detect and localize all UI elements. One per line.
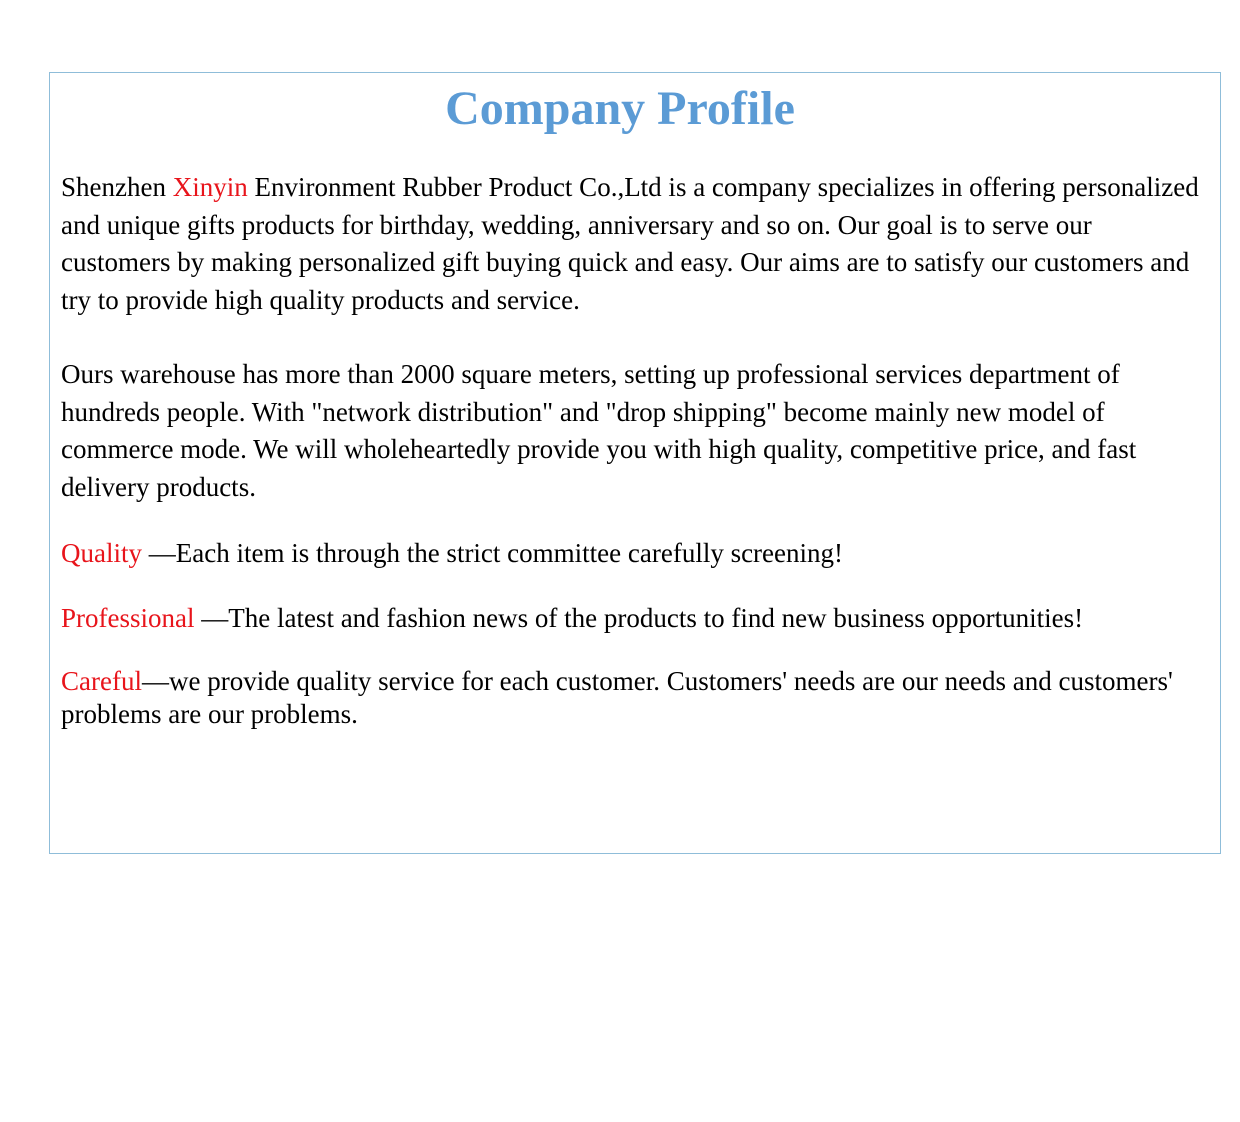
feature-keyword: Careful (61, 666, 142, 696)
feature-text: —Each item is through the strict committee carefully screening! (142, 538, 844, 568)
warehouse-paragraph: Ours warehouse has more than 2000 square meters, setting up professional services department of hundreds people. With "network distribution" and "drop shipping" become mainly new model of commerce mode. We will wholeheartedly provide you with high quality, competitive price, and fast delivery products. (61, 359, 1137, 502)
page-title: Company Profile (445, 82, 795, 135)
feature-text: —The latest and fashion news of the products to find new business opportunities! (194, 603, 1084, 633)
feature-careful (61, 665, 1201, 731)
feature-professional (61, 600, 1201, 638)
company-name-highlight: Xinyin (172, 172, 248, 202)
feature-keyword: Professional (61, 603, 195, 633)
intro-rest: Environment Rubber Product Co.,Ltd is a company specializes in offering personalized and unique gifts products for birthday, wedding, anniversary and so on. Our goal is to serve our customers by making personalized gift buying quick and easy. Our aims are to satisfy our customers and try to provide high quality products and service. (61, 172, 1199, 315)
feature-text: —we provide quality service for each customer. Customers' needs are our needs and customers' problems are our problems. (61, 666, 1173, 729)
feature-quality (61, 535, 1201, 573)
feature-keyword: Quality (61, 538, 142, 568)
intro-paragraph (61, 169, 1201, 319)
intro-prefix: Shenzhen (61, 172, 173, 202)
